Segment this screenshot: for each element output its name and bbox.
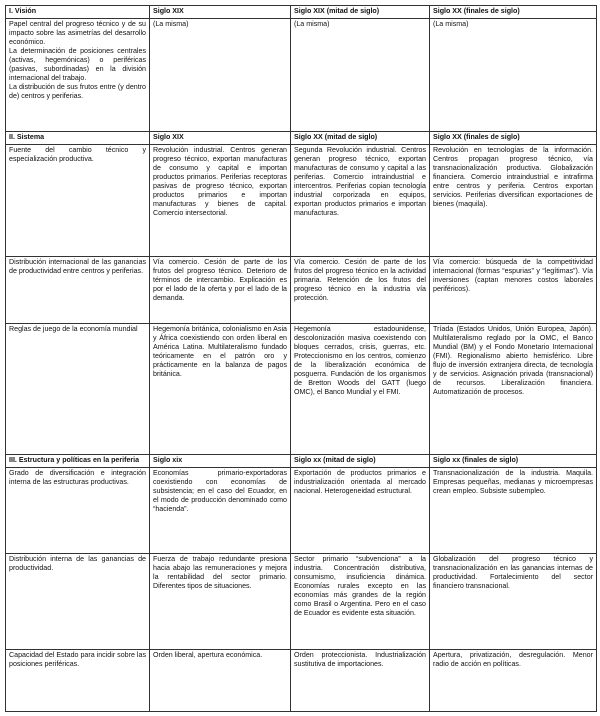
cell-siglo-xx-mitad [291, 257, 430, 324]
comparison-table-document [5, 5, 596, 712]
column-header-siglo-xix: Siglo XIX [150, 132, 291, 145]
cell-siglo-xix [150, 554, 291, 650]
cell-siglo-xx-finales [430, 650, 597, 712]
cell-text: Vía comercio. Cesión de parte de los frutos del progreso técnico. Deterioro de términos de intercambio. Explicación es por el lado de la oferta y por el lado de la demanda. [153, 258, 287, 302]
cell-text: Grado de diversificación e integración interna de las estructuras productivas. [9, 469, 146, 486]
cell-label [6, 19, 150, 132]
cell-text: (La misma) [294, 20, 330, 28]
cell-text: Revolución industrial. Centros generan progreso técnico, exportan manufacturas de consumo y capital e importan productos primarios. Periferias receptoras pasivas de progreso técnico, exportan productos primarios e importan manufacturas y bienes de capital. Comercio intersectorial. [153, 146, 287, 217]
cell-text: Transnacionalización de la industria. Maquila. Empresas pequeñas, medianas y microempresas crean empleo. Subsiste subempleo. [433, 469, 593, 495]
table-row [6, 145, 597, 257]
cell-siglo-xx-finales [430, 19, 597, 132]
cell-siglo-xix [150, 145, 291, 257]
cell-label [6, 257, 150, 324]
cell-text: Distribución interna de las ganancias de productividad. [9, 555, 146, 572]
cell-text: (La misma) [153, 20, 189, 28]
cell-text: Fuerza de trabajo redundante presiona hacia abajo las remuneraciones y mejora la rentabilidad del sector primario. Diferentes tipos de situaciones. [153, 555, 287, 590]
cell-siglo-xx-finales [430, 324, 597, 455]
cell-siglo-xix [150, 257, 291, 324]
comparison-table [5, 5, 597, 712]
table-row [6, 468, 597, 554]
cell-text: La determinación de posiciones centrales (activas, hegemónicas) o periféricas (pasivas, subordinadas) en la división internacional del trabajo. [9, 47, 146, 82]
table-row [6, 650, 597, 712]
cell-text: Orden proteccionista. Industrialización sustitutiva de importaciones. [294, 651, 426, 668]
cell-siglo-xix [150, 19, 291, 132]
cell-text: Globalización del progreso técnico y transnacionalización en las ganancias internas de productividad. Fortalecimiento del sector financiero transnacional. [433, 555, 593, 590]
cell-text: Tríada (Estados Unidos, Unión Europea, Japón). Multilateralismo reglado por la OMC, el Banco Mundial (BM) y el Fondo Monetario Internacional (FMI). Regionalismo abierto hemisférico. Libre flujo de inversión extranjera directa, de tecnología y de servicios. Asignación privada (transnacional) de recursos. Liberalización financiera. Automatización de procesos. [433, 325, 593, 396]
section-title: I. Visión [6, 6, 150, 19]
cell-text: La distribución de sus frutos entre (y dentro de) centros y periferias. [9, 83, 146, 100]
column-header-siglo-xx-finales: Siglo XX (finales de siglo) [430, 132, 597, 145]
cell-label [6, 468, 150, 554]
cell-siglo-xix [150, 468, 291, 554]
cell-label [6, 145, 150, 257]
cell-text: Hegemonía estadounidense, descolonización masiva coexistendo con bloques cerrados, crisis, guerras, etc. Proteccionismo en los centros, comienzo de la liberalización económica de posguerra. Fundación de los organismos de Bretton Woods del GATT (luego OMC), el Banco Mundial y el FMI. [294, 325, 426, 396]
cell-siglo-xx-finales [430, 468, 597, 554]
cell-label [6, 650, 150, 712]
column-header-siglo-xx-finales: Siglo XX (finales de siglo) [430, 6, 597, 19]
cell-siglo-xx-mitad [291, 650, 430, 712]
cell-siglo-xx-finales [430, 145, 597, 257]
cell-siglo-xx-finales [430, 554, 597, 650]
section-title: III. Estructura y políticas en la periferia [6, 455, 150, 468]
cell-text: Economías primario-exportadoras coexistiendo con economías de subsistencia; en el caso del Ecuador, en el modo de producción denominado como “hacienda”. [153, 469, 287, 513]
cell-text: Segunda Revolución industrial. Centros generan progreso técnico, exportan manufacturas de consumo y capital a las periferias. Comercio intraindustrial e intercentros. Periferias copian tecnología industrial corporizada en equipos, exportan productos primarios e importan manufacturas. [294, 146, 426, 217]
cell-text: Papel central del progreso técnico y de su impacto sobre las asimetrías del desarrollo económico. [9, 20, 146, 46]
cell-siglo-xx-mitad [291, 145, 430, 257]
column-header-siglo-xx-finales: Siglo xx (finales de siglo) [430, 455, 597, 468]
column-header-siglo-xx-mitad: Siglo XIX (mitad de siglo) [291, 6, 430, 19]
cell-siglo-xix [150, 324, 291, 455]
cell-text: Apertura, privatización, desregulación. Menor radio de acción en políticas. [433, 651, 593, 668]
section-vision-header-row [6, 6, 597, 19]
cell-siglo-xx-mitad [291, 468, 430, 554]
column-header-siglo-xx-mitad: Siglo XX (mitad de siglo) [291, 132, 430, 145]
cell-siglo-xx-mitad [291, 554, 430, 650]
cell-text: Revolución en tecnologías de la información. Centros propagan progreso técnico, vía transnacionalización productiva. Globalización financiera. Comercio intraindustrial e intrafirma entre centros y periferia. Centros exportan servicios. Periferias diversifican exportaciones de bienes (maquila). [433, 146, 593, 208]
cell-label [6, 324, 150, 455]
cell-text: Orden liberal, apertura económica. [153, 651, 263, 659]
column-header-siglo-xix: Siglo xix [150, 455, 291, 468]
table-row [6, 554, 597, 650]
cell-siglo-xx-mitad [291, 324, 430, 455]
cell-siglo-xx-mitad [291, 19, 430, 132]
cell-text: Hegemonía británica, colonialismo en Asia y África coexistiendo con orden liberal en América Latina. Multilateralismo fundado teóricamente en el patrón oro y prácticamente en la balanza de pagos británica. [153, 325, 287, 378]
table-row [6, 324, 597, 455]
table-row [6, 257, 597, 324]
cell-text: Sector primario “subvenciona” a la industria. Concentración distributiva, consumismo, insuficiencia dinámica. Economías rurales excepto en las economías más grandes de la región como Brasil o Argentina. Pero en el caso de Ecuador es evidente esta situación. [294, 555, 426, 617]
cell-text: Vía comercio: búsqueda de la competitividad internacional (formas “espurias” y “legítimas”). Vía inversiones (captan menores costos laborales periféricos). [433, 258, 593, 293]
cell-text: Distribución internacional de las ganancias de productividad entre centros y periferias. [9, 258, 146, 275]
cell-text: Vía comercio. Cesión de parte de los frutos del progreso técnico en la actividad primaria. Retención de los frutos del progreso técnico en la industria vía protección. [294, 258, 426, 302]
section-sistema-header-row [6, 132, 597, 145]
cell-siglo-xx-finales [430, 257, 597, 324]
table-row [6, 19, 597, 132]
column-header-siglo-xix: Siglo XIX [150, 6, 291, 19]
cell-text: Reglas de juego de la economía mundial [9, 325, 138, 333]
section-estructura-header-row [6, 455, 597, 468]
cell-label [6, 554, 150, 650]
cell-siglo-xix [150, 650, 291, 712]
section-title: II. Sistema [6, 132, 150, 145]
column-header-siglo-xx-mitad: Siglo xx (mitad de siglo) [291, 455, 430, 468]
cell-text: Fuente del cambio técnico y especialización productiva. [9, 146, 146, 163]
cell-text: Exportación de productos primarios e industrialización orientada al mercado nacional. Heterogeneidad estructural. [294, 469, 426, 495]
cell-text: Capacidad del Estado para incidir sobre las posiciones periféricas. [9, 651, 146, 668]
cell-text: (La misma) [433, 20, 469, 28]
